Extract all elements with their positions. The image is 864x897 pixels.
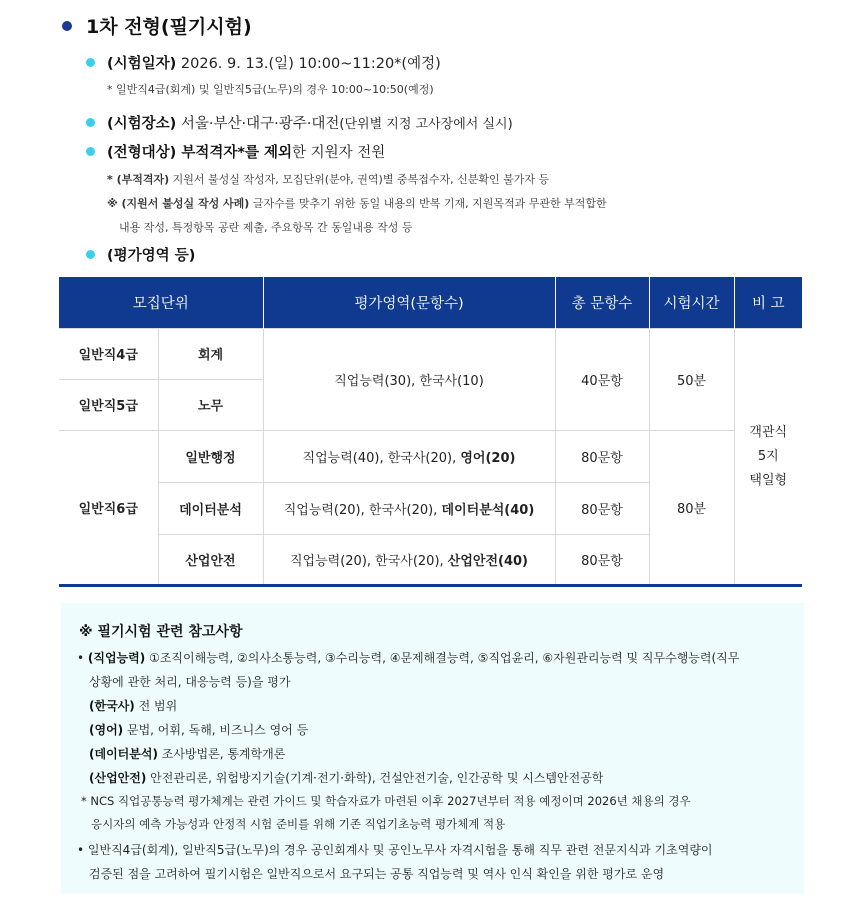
area-text: 직업능력(40), 한국사(20), (302, 450, 461, 466)
target-note-2-cont: 내용 작성, 특정항목 공란 제출, 주요항목 간 동일내용 작성 등 (119, 221, 413, 234)
cell-remark (734, 328, 802, 585)
item-value: 2026. 9. 13.(일) 10:00~11:20*(예정) (176, 56, 441, 72)
reference-title: ※ 필기시험 관련 참고사항 (79, 624, 243, 640)
exam-table (59, 277, 802, 586)
header-unit: 모집단위 (59, 277, 263, 328)
ref-text: 조사방법론, 통계학개론 (157, 747, 286, 761)
reference-line (89, 769, 603, 786)
cell-count: 80문항 (555, 534, 649, 585)
cell-unit: 일반직4급 (59, 328, 158, 379)
table-row (59, 328, 802, 379)
cell-area: 직업능력(30), 한국사(10) (263, 328, 555, 430)
item-exam-date (86, 52, 441, 73)
cell-unit: 일반직5급 (59, 379, 158, 430)
area-text: 직업능력(20), 한국사(20), (289, 554, 448, 569)
remark-line: 택일형 (749, 472, 788, 488)
item-bullet-icon (86, 58, 95, 67)
reference-line (89, 697, 177, 714)
cell-field: 노무 (158, 379, 263, 430)
note-text: 글자수를 맞추기 위한 동일 내용의 반복 기재, 지원목적과 무관한 부적합한 (249, 197, 607, 210)
item-label: (전형대상) (107, 145, 177, 161)
area-bold: 산업안전(40) (447, 554, 529, 569)
section-bullet-icon (62, 21, 72, 31)
note-label: ※ (지원서 불성실 작성 사례) (107, 197, 250, 210)
cell-time: 50분 (649, 328, 734, 430)
table-bottom-border (59, 584, 802, 587)
item-area (86, 244, 195, 265)
bullet: • (77, 651, 85, 665)
cell-count: 80문항 (555, 430, 649, 482)
ref-label: (영어) (89, 723, 124, 737)
item-target (86, 141, 385, 162)
item-bullet-icon (86, 250, 95, 259)
target-note-1 (107, 171, 549, 187)
cell-field: 데이터분석 (158, 482, 263, 534)
cell-area (263, 534, 555, 585)
ref-label: (산업안전) (89, 771, 147, 785)
ref-text: 문법, 어휘, 독해, 비즈니스 영어 등 (123, 723, 309, 737)
target-note-2 (107, 195, 607, 211)
cell-field: 회계 (158, 328, 263, 379)
cell-area (263, 482, 555, 534)
bullet: • (77, 843, 85, 857)
reference-line: 상황에 관한 처리, 대응능력 등)을 평가 (89, 675, 291, 689)
item-bullet-icon (86, 118, 95, 127)
header-time: 시험시간 (649, 277, 734, 328)
reference-line: 응시자의 예측 가능성과 안정적 시험 준비를 위해 기존 직업기초능력 평가체계 적용 (91, 817, 506, 831)
ref-label: (한국사) (89, 699, 135, 713)
header-area: 평가영역(문항수) (263, 277, 555, 328)
ref-text: ①조직이해능력, ②의사소통능력, ③수리능력, ④문제해결능력, ⑤직업윤리, ⑥자원관리능력 및 직무수행능력(직무 (145, 651, 740, 665)
reference-line: 검증된 점을 고려하여 필기시험은 일반직으로서 요구되는 공통 직업능력 및 역사 인식 확인을 위한 평가로 운영 (89, 867, 665, 881)
area-text: 직업능력(20), 한국사(20), (283, 502, 442, 518)
cell-unit: 일반직6급 (59, 430, 158, 585)
item-bold-value: 부적격자*를 제외 (176, 145, 293, 161)
reference-box (61, 603, 804, 894)
note-text: 지원서 불성실 작성자, 모집단위(분야, 권역)별 중복접수자, 신분확인 불가자 등 (169, 173, 550, 186)
reference-line (89, 745, 285, 762)
ref-text: 전 범위 (134, 699, 178, 713)
reference-line (89, 721, 308, 738)
ref-label: (직업능력) (87, 651, 146, 665)
area-bold: 영어(20) (460, 450, 516, 466)
section-title (62, 12, 252, 39)
item-exam-place (86, 112, 513, 133)
cell-field: 일반행정 (158, 430, 263, 482)
exam-date-note: * 일반직4급(회계) 및 일반직5급(노무)의 경우 10:00~10:50(예정) (107, 83, 434, 96)
header-count: 총 문항수 (555, 277, 649, 328)
cell-time: 80분 (649, 430, 734, 585)
item-value: 한 지원자 전원 (292, 145, 386, 161)
item-label: (평가영역 등) (107, 248, 196, 264)
reference-line: * NCS 직업공통능력 평가체계는 관련 가이드 및 학습자료가 마련된 이후 2027년부터 적용 예정이며 2026년 채용의 경우 (81, 794, 691, 808)
ref-text: 일반직4급(회계), 일반직5급(노무)의 경우 공인회계사 및 공인노무사 자격시험을 통해 직무 관련 전문지식과 기초역량이 (87, 843, 713, 857)
cell-count: 80문항 (555, 482, 649, 534)
table-row (59, 430, 802, 482)
item-value: 서울·부산·대구·광주·대전 (176, 116, 340, 132)
reference-line (77, 649, 739, 666)
remark-line: 객관식 (749, 424, 788, 440)
item-label: (시험장소) (107, 116, 177, 132)
table-header-row (59, 277, 802, 328)
area-bold: 데이터분석(40) (441, 502, 535, 518)
cell-count: 40문항 (555, 328, 649, 430)
item-bullet-icon (86, 147, 95, 156)
item-label: (시험일자) (107, 56, 177, 72)
header-remark: 비 고 (734, 277, 802, 328)
remark-line: 5지 (757, 448, 779, 464)
ref-text: 안전관리론, 위험방지기술(기계·전기·화학), 건설안전기술, 인간공학 및 시스템안전공학 (146, 771, 604, 785)
cell-area (263, 430, 555, 482)
section-title-text: 1차 전형(필기시험) (86, 16, 252, 38)
item-value-small: (단위별 지정 고사장에서 실시) (339, 117, 513, 132)
reference-line (77, 841, 713, 858)
cell-field: 산업안전 (158, 534, 263, 585)
note-label: * (부적격자) (107, 173, 170, 186)
ref-label: (데이터분석) (89, 747, 158, 761)
